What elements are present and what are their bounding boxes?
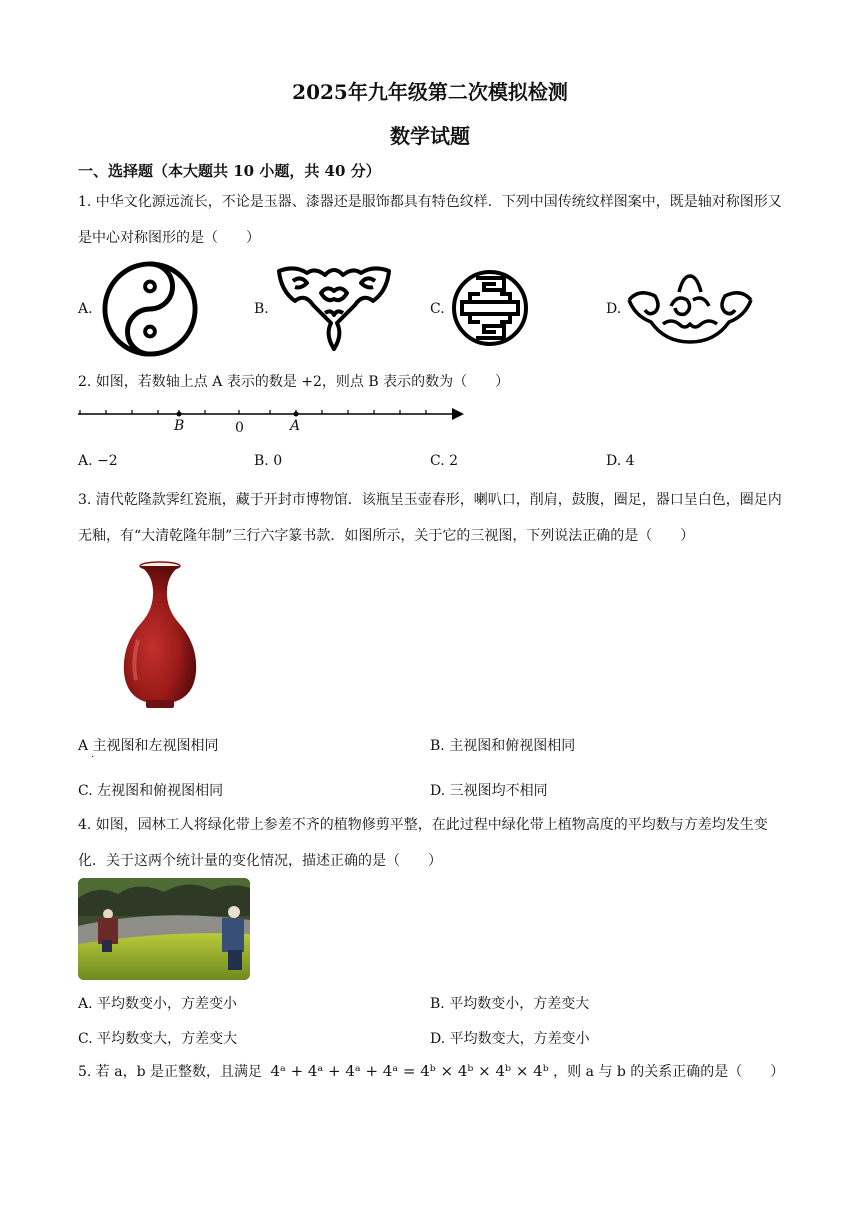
yin-yang-pattern [100, 260, 200, 358]
q3-option-c: C. 左视图和俯视图相同 [78, 783, 224, 799]
q4-option-d: D. 平均数变大，方差变小 [430, 1031, 590, 1047]
axis-label-a: A [290, 418, 301, 434]
gardeners-trimming-photo [78, 878, 250, 980]
q2-option-a: A. −2 [78, 453, 118, 469]
red-porcelain-vase-image [112, 560, 208, 712]
number-line [76, 402, 468, 442]
q1-option-c-label: C. [430, 301, 445, 317]
point-b-dot [177, 412, 182, 417]
q1-option-b-label: B. [254, 301, 269, 317]
q1-option-a-label: A. [78, 301, 93, 317]
cloud-bat-pattern [275, 263, 393, 353]
q4-option-b: B. 平均数变小，方差变大 [430, 996, 590, 1012]
question-5-prefix: 5. 若 a，b 是正整数，且满足 [78, 1064, 263, 1080]
question-4-text: 4. 如图，园林工人将绿化带上参差不齐的植物修剪平整，在此过程中绿化带上植物高度的平均数与方差均发生变化．关于这两个统计量的变化情况，描述正确的是（ ） [78, 817, 768, 869]
question-2-text: 2. 如图，若数轴上点 A 表示的数是 +2，则点 B 表示的数为（ ） [78, 374, 510, 390]
question-1-text: 1. 中华文化源远流长，不论是玉器、漆器还是服饰都具有特色纹样．下列中国传统纹样图案中，既是轴对称图形又是中心对称图形的是（ ） [78, 194, 782, 246]
q2-option-d: D. 4 [606, 453, 635, 469]
stray-dot: · [91, 752, 95, 763]
axis-label-zero: 0 [235, 420, 244, 436]
q3-option-a: A 主视图和左视图相同 [78, 738, 219, 754]
point-a-dot [294, 412, 299, 417]
question-5-suffix: ，则 a 与 b 的关系正确的是（ ） [553, 1064, 785, 1080]
question-5 [78, 1061, 784, 1081]
q4-option-a: A. 平均数变小，方差变小 [78, 996, 238, 1012]
q2-option-b: B. 0 [254, 453, 283, 469]
q4-option-c: C. 平均数变大，方差变大 [78, 1031, 238, 1047]
question-5-equation: 4ᵃ + 4ᵃ + 4ᵃ + 4ᵃ = 4ᵇ × 4ᵇ × 4ᵇ × 4ᵇ [270, 1062, 549, 1080]
question-3-text: 3. 清代乾隆款霁红瓷瓶，藏于开封市博物馆．该瓶呈玉壶春形，喇叭口，削肩，鼓腹，圈足，器口呈白色，圈足内无釉，有“大清乾隆年制”三行六字篆书款．如图所示，关于它的三视图，下列说法正确的是（ ） [78, 492, 782, 544]
q3-option-b: B. 主视图和俯视图相同 [430, 738, 576, 754]
q1-option-d-label: D. [606, 301, 622, 317]
section-heading: 一、选择题（本大题共 10 小题，共 40 分） [78, 162, 381, 180]
longevity-seal-pattern [450, 264, 530, 352]
q3-option-d: D. 三视图均不相同 [430, 783, 548, 799]
page-title: 2025年九年级第二次模拟检测 [292, 80, 568, 104]
auspicious-cloud-pattern [627, 272, 753, 346]
q2-option-c: C. 2 [430, 453, 459, 469]
page-subtitle: 数学试题 [390, 124, 470, 148]
axis-label-b: B [174, 418, 185, 434]
